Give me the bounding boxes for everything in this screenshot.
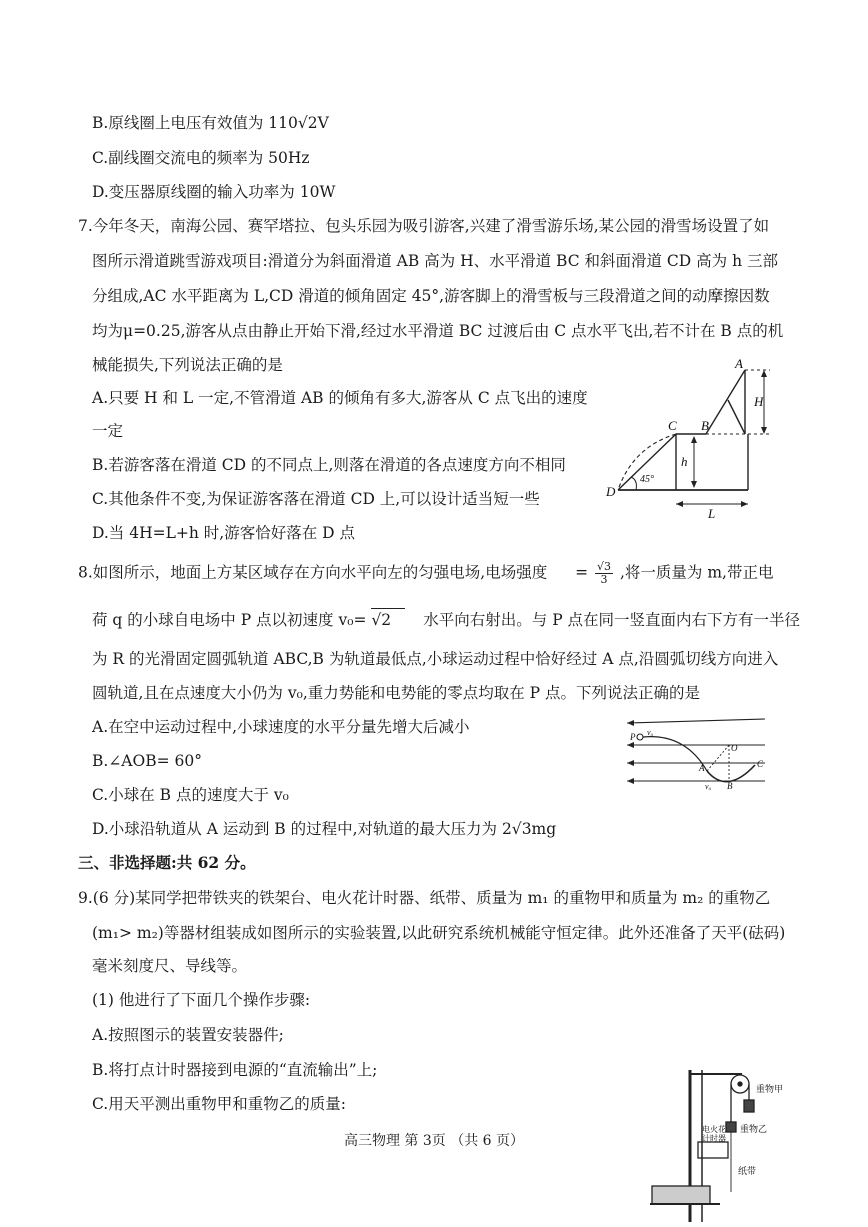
q8-stem-eq: =: [575, 563, 589, 582]
q8-sqrt: √2: [371, 608, 405, 631]
q8-stem-2a: 荷 q 的小球自电场中 P 点以初速度 v₀=: [92, 611, 367, 629]
q7-option-a: A.只要 H 和 L 一定,不管滑道 AB 的倾角有多大,游客从 C 点飞出的速度: [92, 389, 588, 407]
field-line-1: [627, 719, 765, 723]
q7-stem-line-4: 均为μ=0.25,游客从点由静止开始下滑,经过水平滑道 BC 过渡后由 C 点水平飞出,若不计在 B 点的机: [92, 322, 784, 340]
q8-option-d: D.小球沿轨道从 A 运动到 B 的过程中,对轨道的最大压力为 2√3mg: [92, 820, 557, 838]
q9-stem-line-2: (m₁> m₂)等器材组装成如图所示的实验装置,以此研究系统机械能守恒定律。此外还准备了天平(砝码): [92, 924, 786, 942]
weight-a: [744, 1100, 754, 1112]
label-v0: v₀: [647, 728, 654, 737]
label-O: O: [731, 743, 738, 753]
label-timer-2: 计时器: [702, 1134, 726, 1143]
q7-stem-line-5: 械能损失,下列说法正确的是: [92, 356, 283, 374]
label-v0-b: v₀: [705, 782, 712, 790]
q7-ski-slope-figure: [598, 352, 774, 522]
q9-step-b: B.将打点计时器接到电源的“直流输出”上;: [92, 1061, 378, 1079]
q8-stem-line-2: [92, 608, 800, 631]
label-C: C: [668, 418, 677, 433]
slope-brace: [728, 400, 745, 434]
label-H: H: [754, 394, 764, 409]
q7-option-c: C.其他条件不变,为保证游客落在滑道 CD 上,可以设计适当短一些: [92, 490, 540, 508]
q8-stem-line-3: 为 R 的光滑固定圆弧轨道 ABC,B 为轨道最低点,小球运动过程中恰好经过 A 点,沿圆弧切线方向进入: [92, 650, 779, 668]
q7-option-a-cont: 一定: [92, 422, 124, 440]
q7-option-b: B.若游客落在滑道 CD 的不同点上,则落在滑道的各点速度方向不相同: [92, 456, 566, 474]
label-A: A: [699, 763, 705, 773]
q8-stem-1a: 8.如图所示，地面上方某区域存在方向水平向左的匀强电场,电场强度: [78, 563, 548, 582]
label-C: C: [757, 759, 764, 769]
slope-ab: [706, 370, 745, 434]
label-L: L: [708, 506, 716, 521]
q6-option-b: B.原线圈上电压有效值为 110√2V: [92, 114, 329, 132]
projectile-path: [643, 737, 707, 771]
q8-option-a: A.在空中运动过程中,小球速度的水平分量先增大后减小: [92, 718, 470, 736]
table-base: [652, 1186, 710, 1204]
q9-sub-1: (1) 他进行了下面几个操作步骤:: [92, 991, 311, 1009]
label-B: B: [727, 781, 733, 790]
q8-option-c: C.小球在 B 点的速度大于 v₀: [92, 786, 289, 804]
q8-field-fraction: [595, 561, 613, 586]
q7-option-d: D.当 4H=L+h 时,游客恰好落在 D 点: [92, 524, 355, 542]
page-footer: 高三物理 第 3页 （共 6 页）: [343, 1133, 525, 1149]
q9-stem-line-1: 9.(6 分)某同学把带铁夹的铁架台、电火花计时器、纸带、质量为 m₁ 的重物甲和质量为 m₂ 的重物乙: [78, 889, 771, 907]
label-weight-a: 重物甲: [756, 1085, 784, 1095]
q8-fraction-num: √3: [597, 560, 612, 573]
label-weight-b: 重物乙: [740, 1125, 768, 1135]
label-h: h: [681, 454, 688, 469]
q8-stem-1b: ,将一质量为 m,带正电: [619, 563, 774, 582]
q6-option-d: D.变压器原线圈的输入功率为 10W: [92, 183, 336, 201]
label-angle: 45°: [640, 474, 654, 485]
label-tape: 纸带: [738, 1167, 757, 1177]
q8-stem-line-4: 圆轨道,且在点速度大小仍为 v₀,重力势能和电势能的零点均取在 P 点。下列说法正确的是: [92, 684, 701, 702]
q7-stem-line-1: 7.今年冬天，南海公园、赛罕塔拉、包头乐园为吸引游客,兴建了滑雪游乐场,某公园的滑雪场设置了如: [78, 217, 770, 235]
q8-option-b: B.∠AOB= 60°: [92, 752, 202, 770]
q9-stem-line-3: 毫米刻度尺、导线等。: [92, 957, 248, 975]
q7-stem-line-2: 图所示滑道跳雪游戏项目:滑道分为斜面滑道 AB 高为 H、水平滑道 BC 和斜面滑道 CD 高为 h 三部: [92, 252, 778, 270]
q9-step-c: C.用天平测出重物甲和重物乙的质量:: [92, 1095, 346, 1113]
q8-fraction-den: 3: [600, 573, 608, 586]
arc-track: [707, 765, 755, 782]
label-timer-1: 电火花: [702, 1125, 726, 1134]
label-P: P: [630, 732, 636, 742]
section-3-heading: 三、非选择题:共 62 分。: [78, 853, 256, 872]
q8-stem-2b: 水平向右射出。与 P 点在同一竖直面内右下方有一半径: [423, 611, 801, 629]
label-A: A: [735, 356, 743, 371]
label-B: B: [701, 418, 709, 433]
q8-stem-line-1: [78, 561, 773, 586]
q6-option-c: C.副线圈交流电的频率为 50Hz: [92, 149, 310, 167]
label-D: D: [606, 484, 616, 499]
q7-stem-line-3: 分组成,AC 水平距离为 L,CD 滑道的倾角固定 45°,游客脚上的滑雪板与三段滑道之间的动摩擦因数: [92, 287, 770, 305]
q9-step-a: A.按照图示的装置安装器件;: [92, 1026, 284, 1044]
q8-field-figure: [625, 715, 770, 790]
